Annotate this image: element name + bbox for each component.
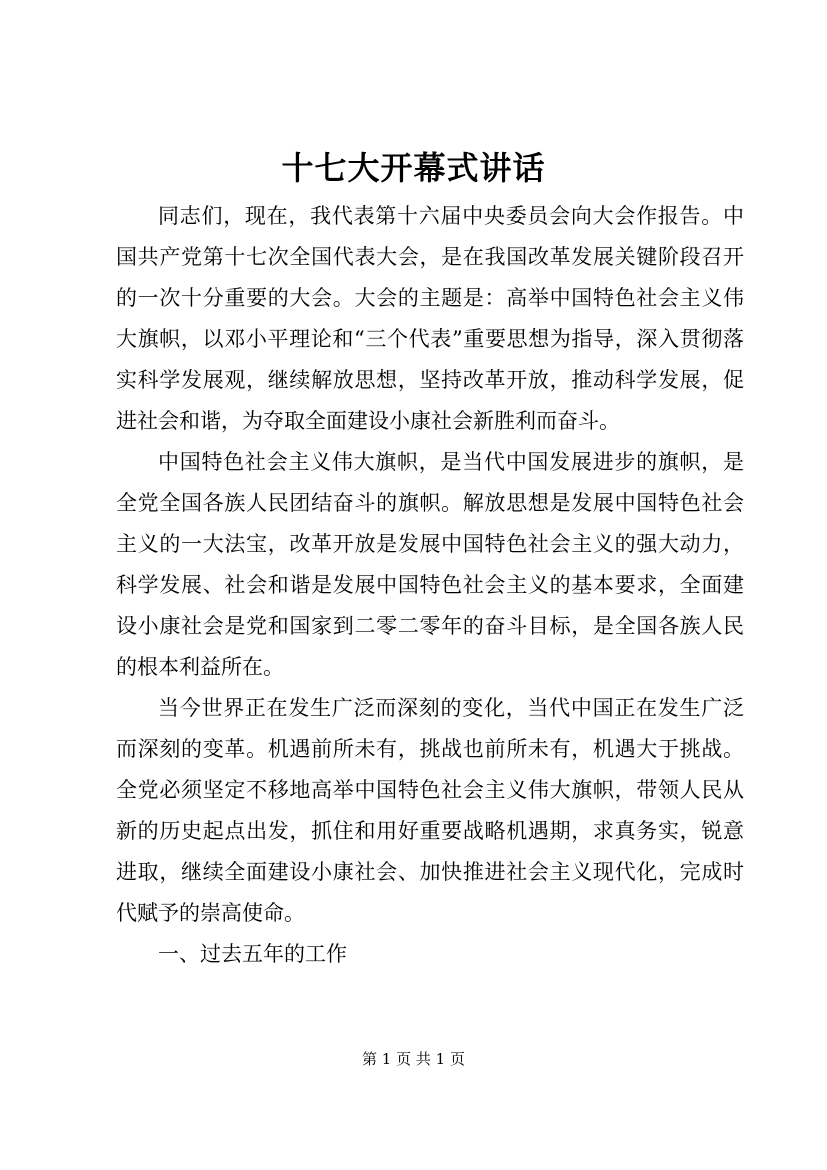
document-title: 十七大开幕式讲话 <box>281 149 546 187</box>
document-body <box>116 196 744 975</box>
paragraph-3: 当今世界正在发生广泛而深刻的变化，当代中国正在发生广泛而深刻的变革。机遇前所未有，挑战也前所未有，机遇大于挑战。全党必须坚定不移地高举中国特色社会主义伟大旗帜，带领人民从新的历史起点出发，抓住和用好重要战略机遇期，求真务实，锐意进取，继续全面建设小康社会、加快推进社会主义现代化，完成时代赋予的崇高使命。 <box>116 696 744 925</box>
paragraph-1: 同志们，现在，我代表第十六届中央委员会向大会作报告。中国共产党第十七次全国代表大会，是在我国改革发展关键阶段召开的一次十分重要的大会。大会的主题是：高举中国特色社会主义伟大旗帜，以邓小平理论和“三个代表”重要思想为指导，深入贯彻落实科学发展观，继续解放思想，坚持改革开放，推动科学发展，促进社会和谐，为夺取全面建设小康社会新胜利而奋斗。 <box>116 204 744 433</box>
page-footer: 第 1 页 共 1 页 <box>362 1050 465 1068</box>
paragraph-2: 中国特色社会主义伟大旗帜，是当代中国发展进步的旗帜，是全党全国各族人民团结奋斗的旗帜。解放思想是发展中国特色社会主义的一大法宝，改革开放是发展中国特色社会主义的强大动力，科学发展、社会和谐是发展中国特色社会主义的基本要求，全面建设小康社会是党和国家到二零二零年的奋斗目标，是全国各族人民的根本利益所在。 <box>116 450 744 679</box>
section-heading: 一、过去五年的工作 <box>158 942 347 966</box>
